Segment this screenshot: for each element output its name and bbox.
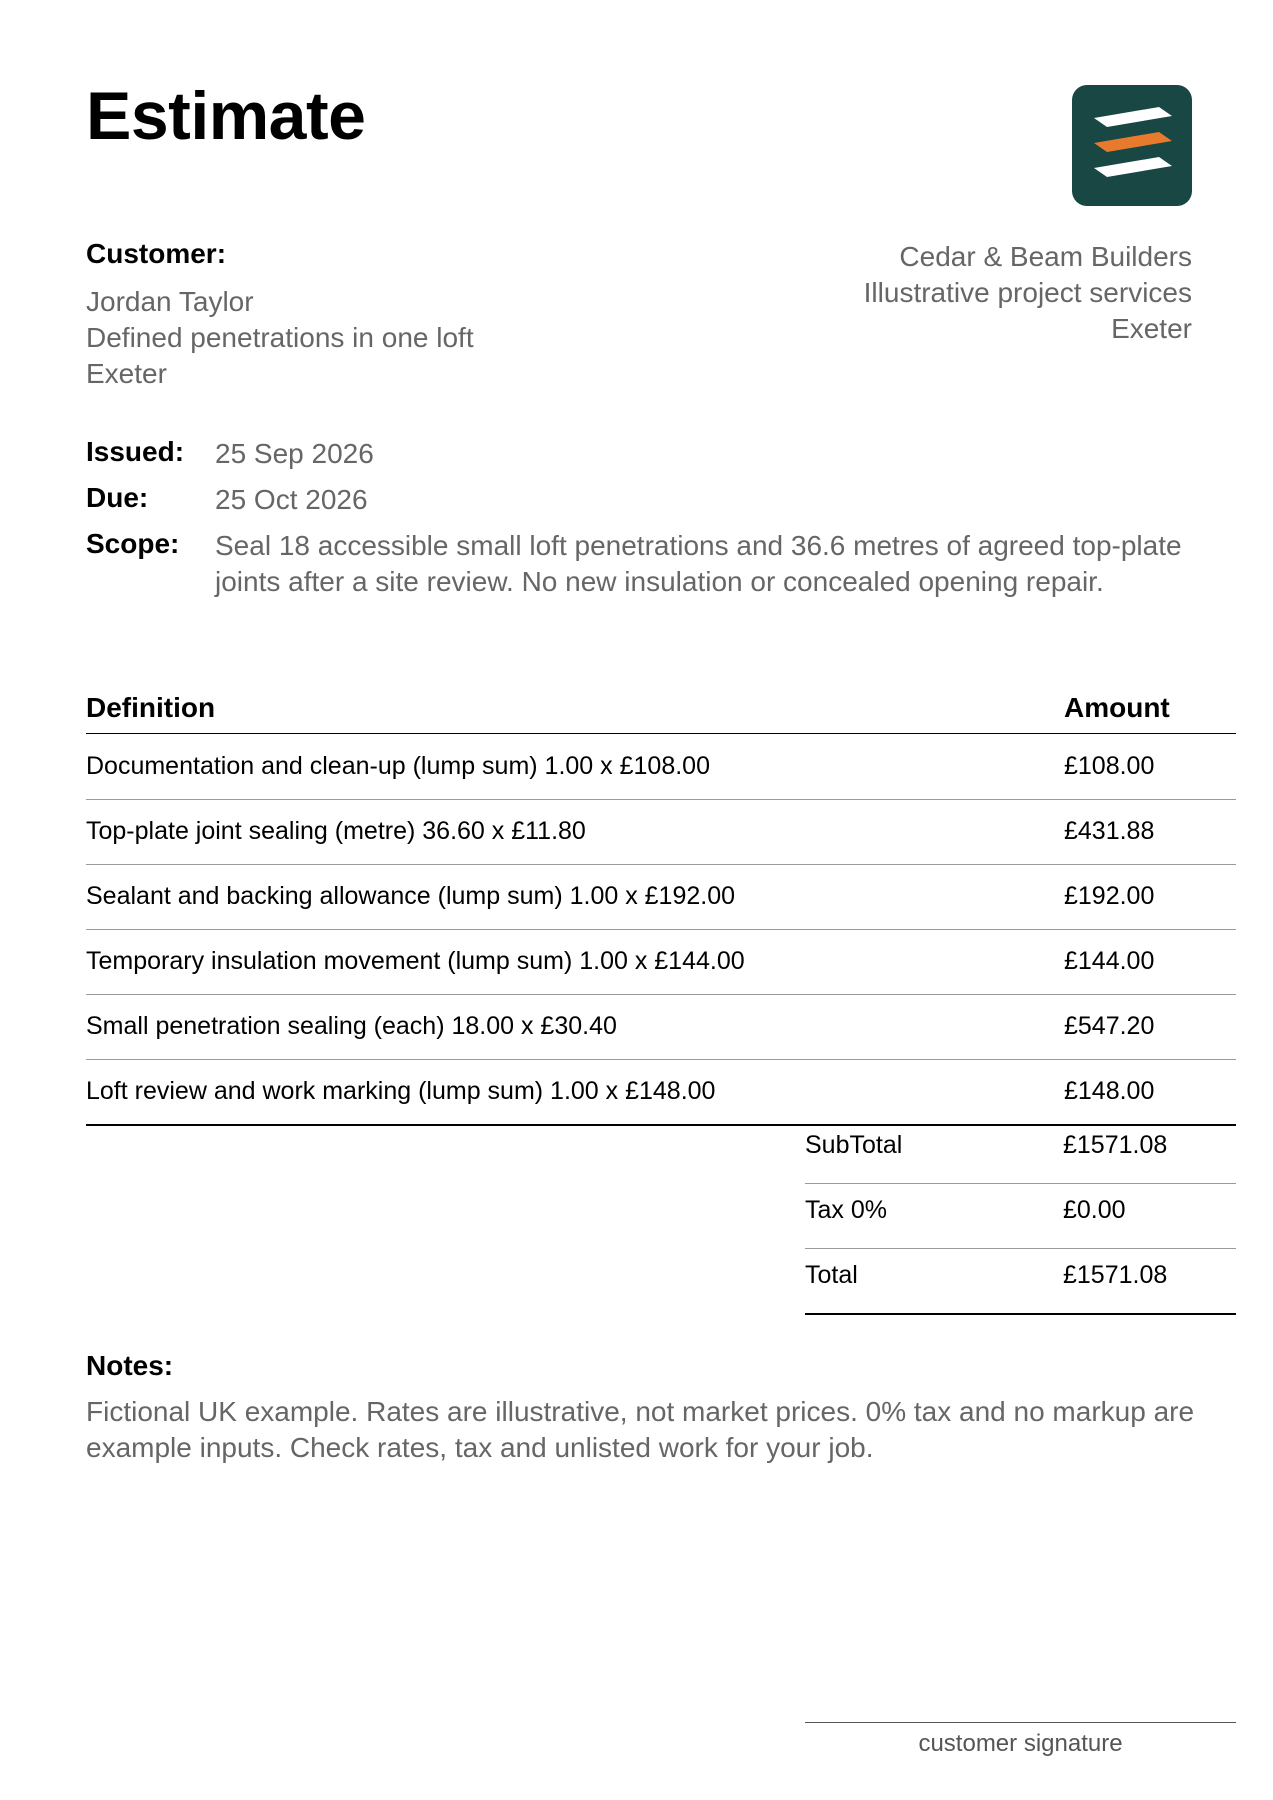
issued-date: 25 Sep 2026 xyxy=(215,438,374,469)
line-item-row xyxy=(86,799,1236,865)
business-location: Exeter xyxy=(1111,313,1192,344)
business-name: Cedar & Beam Builders xyxy=(899,241,1192,272)
line-item-amount: £192.00 xyxy=(1064,882,1155,910)
line-item-row xyxy=(86,929,1236,995)
business-details xyxy=(864,239,1192,347)
customer-name: Jordan Taylor xyxy=(86,286,254,317)
notes-label: Notes: xyxy=(86,1350,174,1381)
total-value: £1571.08 xyxy=(1063,1261,1168,1289)
line-item-description: Documentation and clean-up (lump sum) 1.00 x £108.00 xyxy=(86,752,710,780)
subtotal-row xyxy=(805,1118,1236,1184)
customer-label: Customer: xyxy=(86,238,227,269)
notes-text: Fictional UK example. Rates are illustrative, not market prices. 0% tax and no markup are example inputs. Check rates, tax and unlisted work for your job. xyxy=(86,1396,1195,1463)
customer-location: Exeter xyxy=(86,358,167,389)
tax-row xyxy=(805,1183,1236,1249)
scope-text: Seal 18 accessible small loft penetrations and 36.6 metres of agreed top-plate joints after a site review. No new insulation or concealed opening repair. xyxy=(215,530,1182,597)
line-item-row xyxy=(86,1059,1236,1126)
scope-row xyxy=(86,528,1236,638)
issued-row xyxy=(86,436,1236,476)
company-logo xyxy=(1072,85,1192,206)
column-header-amount: Amount xyxy=(1064,692,1170,723)
line-item-description: Top-plate joint sealing (metre) 36.60 x £11.80 xyxy=(86,817,586,845)
stacked-planks-icon xyxy=(1072,85,1192,206)
line-item-description: Loft review and work marking (lump sum) 1.00 x £148.00 xyxy=(86,1077,716,1105)
line-item-amount: £431.88 xyxy=(1064,817,1155,845)
scope-label: Scope: xyxy=(86,528,180,559)
line-item-amount: £108.00 xyxy=(1064,752,1155,780)
business-description: Illustrative project services xyxy=(863,277,1192,308)
line-item-description: Sealant and backing allowance (lump sum) 1.00 x £192.00 xyxy=(86,882,736,910)
line-item-description: Small penetration sealing (each) 18.00 x £30.40 xyxy=(86,1012,617,1040)
line-item-amount: £144.00 xyxy=(1064,947,1155,975)
signature-line xyxy=(805,1722,1236,1723)
column-header-definition: Definition xyxy=(86,692,216,723)
subtotal-value: £1571.08 xyxy=(1063,1131,1168,1159)
due-date: 25 Oct 2026 xyxy=(215,484,368,515)
line-item-amount: £148.00 xyxy=(1064,1077,1155,1105)
issued-label: Issued: xyxy=(86,436,185,467)
customer-project: Defined penetrations in one loft xyxy=(86,322,474,353)
due-row xyxy=(86,482,1236,522)
total-label: Total xyxy=(805,1261,858,1289)
line-item-row xyxy=(86,994,1236,1060)
line-item-row xyxy=(86,734,1236,800)
line-item-description: Temporary insulation movement (lump sum) 1.00 x £144.00 xyxy=(86,947,745,975)
line-item-row xyxy=(86,864,1236,930)
document-title: Estimate xyxy=(86,78,366,154)
customer-details xyxy=(86,284,474,392)
due-label: Due: xyxy=(86,482,149,513)
tax-value: £0.00 xyxy=(1063,1196,1126,1224)
tax-label: Tax 0% xyxy=(805,1196,887,1224)
signature-label: customer signature xyxy=(918,1730,1123,1757)
line-item-amount: £547.20 xyxy=(1064,1012,1155,1040)
subtotal-label: SubTotal xyxy=(805,1131,903,1159)
total-row xyxy=(805,1248,1236,1315)
